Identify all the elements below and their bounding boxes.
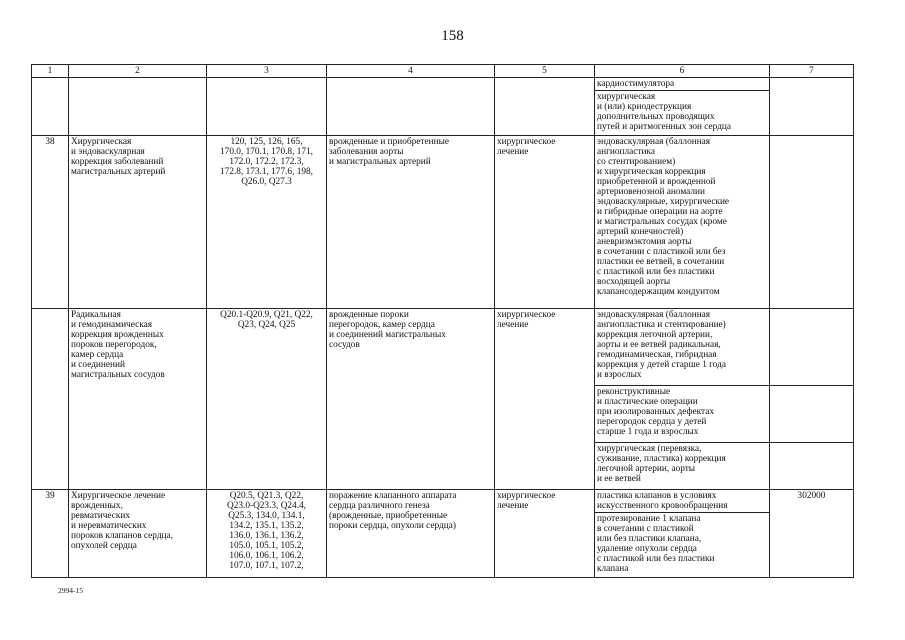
row-number xyxy=(32,309,69,489)
footer-code: 2994-15 xyxy=(58,586,83,595)
table-row xyxy=(32,309,854,386)
price-cell xyxy=(770,386,854,443)
method-cell: кардиостимулятора xyxy=(595,78,770,91)
table-cell xyxy=(69,78,207,136)
treatment-type-cell: хирургическое лечение xyxy=(495,135,595,308)
price-cell xyxy=(770,309,854,386)
profile-name-cell: Хирургическое лечение врожденных, ревматических и неревматических пороков клапанов сердца, опухолей сердца xyxy=(69,489,207,577)
row-number: 38 xyxy=(32,135,69,308)
column-header: 6 xyxy=(595,65,770,78)
diagnosis-cell: врожденные и приобретенные заболевания аорты и магистральных артерий xyxy=(327,135,495,308)
table-header-row xyxy=(32,65,854,78)
table-row-38 xyxy=(32,135,854,308)
table-cell xyxy=(327,78,495,136)
page-number: 158 xyxy=(441,28,464,44)
method-cell: пластика клапанов в условиях искусственного кровообращения xyxy=(595,489,770,512)
price-cell xyxy=(770,78,854,136)
column-header: 2 xyxy=(69,65,207,78)
method-cell: реконструктивные и пластические операции при изолированных дефектах перегородок сердца у детей старше 1 года и взрослых xyxy=(595,386,770,443)
icd-codes-cell: 120, 125, 126, 165, 170.0, 170.1, 170.8, 171, 172.0, 172.2, 172.3, 172.8, 173.1, 177.6, 198, Q26.0, Q27.3 xyxy=(207,135,327,308)
row-number: 39 xyxy=(32,489,69,577)
treatment-type-cell: хирургическое лечение xyxy=(495,489,595,577)
method-cell: эндоваскулярная (баллонная ангиопластика со стентированием) и хирургическая коррекция приобретенной и врожденной артериовенозной аномалии эндоваскулярные, хирургические и гибридные операции на аорте и магистральных сосудах (кроме артерий конечностей) аневризмэктомия аорты в сочетании с пластикой или без пластики ее ветвей, в сочетании с пластикой или без пластики восходящей аорты клапансодержащим кондуитом xyxy=(595,135,770,308)
price-cell: 302000 xyxy=(770,489,854,577)
services-table xyxy=(31,64,854,578)
icd-codes-cell: Q20.5, Q21.3, Q22, Q23.0-Q23.3, Q24.4, Q25.3, 134.0, 134.1, 134.2, 135.1, 135.2, 136.0, 136.1, 136.2, 105.0, 105.1, 105.2, 106.0, 106.1, 106.2, 107.0, 107.1, 107.2, xyxy=(207,489,327,577)
price-cell xyxy=(770,443,854,490)
table-cell xyxy=(495,78,595,136)
method-cell: протезирование 1 клапана в сочетании с пластикой или без пластики клапана, удаление опухоли сердца с пластикой или без пластики клапана xyxy=(595,513,770,578)
price-cell xyxy=(770,135,854,308)
column-header: 4 xyxy=(327,65,495,78)
method-cell: хирургическая и (или) криодеструкция дополнительных проводящих путей и аритмогенных зон сердца xyxy=(595,91,770,136)
table-row xyxy=(32,78,854,91)
method-cell: хирургическая (перевязка, суживание, пластика) коррекция легочной артерии, аорты и ее ветвей xyxy=(595,443,770,490)
column-header: 1 xyxy=(32,65,69,78)
column-header: 5 xyxy=(495,65,595,78)
diagnosis-cell: врожденные пороки перегородок, камер сердца и соединений магистральных сосудов xyxy=(327,309,495,489)
table-cell xyxy=(32,78,69,136)
column-header: 3 xyxy=(207,65,327,78)
icd-codes-cell: Q20.1-Q20.9, Q21, Q22, Q23, Q24, Q25 xyxy=(207,309,327,489)
diagnosis-cell: поражение клапанного аппарата сердца различного генеза (врожденные, приобретенные пороки сердца, опухоли сердца) xyxy=(327,489,495,577)
table-cell xyxy=(207,78,327,136)
treatment-type-cell: хирургическое лечение xyxy=(495,309,595,489)
profile-name-cell: Хирургическая и эндоваскулярная коррекция заболеваний магистральных артерий xyxy=(69,135,207,308)
profile-name-cell: Радикальная и гемодинамическая коррекция врожденных пороков перегородок, камер сердца и соединений магистральных сосудов xyxy=(69,309,207,489)
table-row-39 xyxy=(32,489,854,512)
column-header: 7 xyxy=(770,65,854,78)
method-cell: эндоваскулярная (баллонная ангиопластика и стентирование) коррекция легочной артерии, аорты и ее ветвей радикальная, гемодинамическая, гибридная коррекция у детей старше 1 года и взрослых xyxy=(595,309,770,386)
